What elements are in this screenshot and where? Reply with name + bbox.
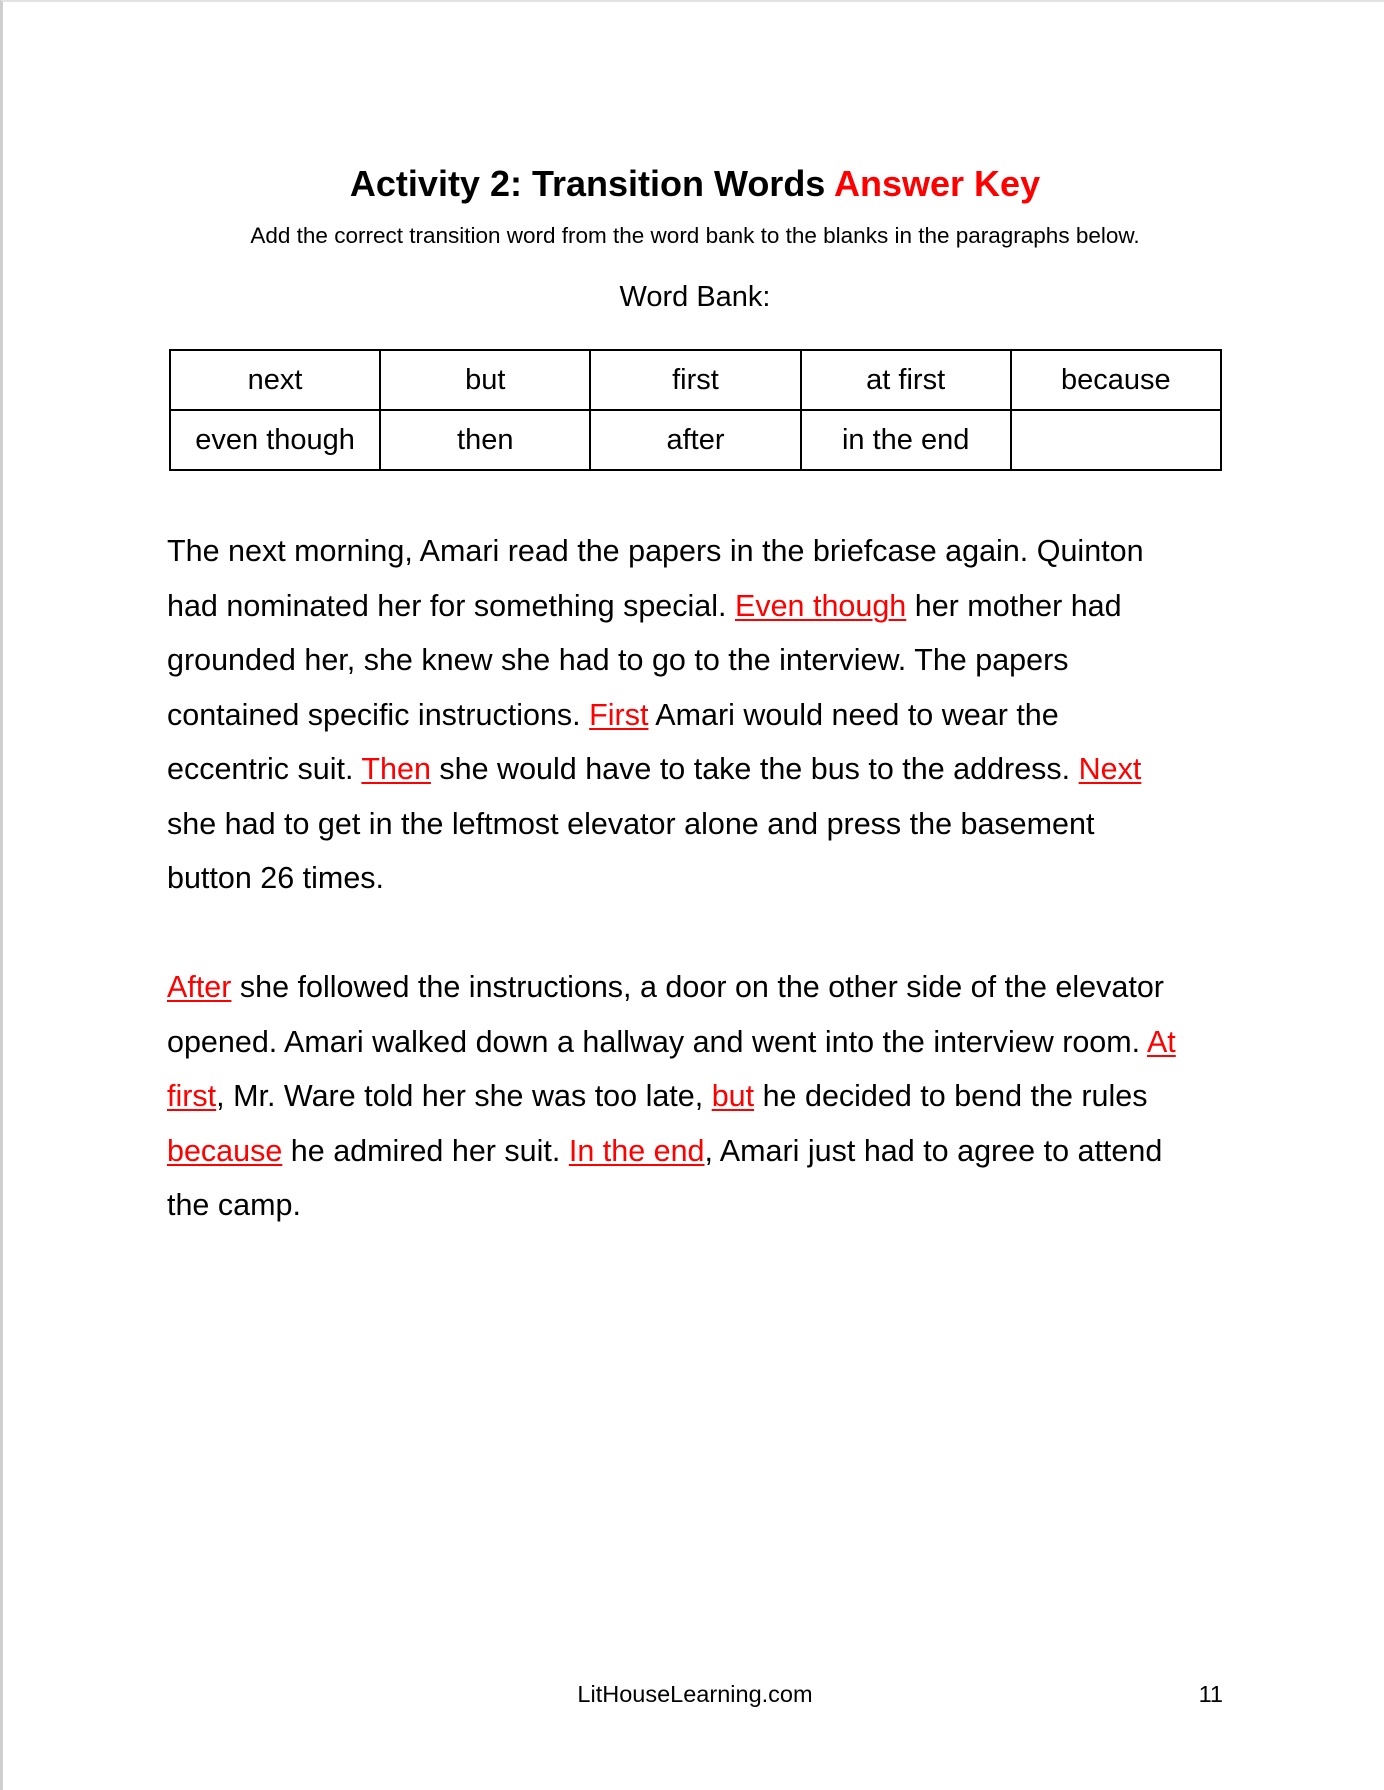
word-bank-table [169, 349, 1222, 471]
paragraph-text: he decided to bend the rules [754, 1079, 1148, 1113]
word-bank-cell: at first [801, 350, 1011, 410]
answer-word: After [167, 970, 232, 1004]
paragraph-text: had nominated her for something special. [167, 588, 735, 623]
word-bank-cell: even though [170, 410, 380, 470]
paragraph-text: , Amari just had to agree to attend [704, 1133, 1163, 1168]
paragraph-line [167, 1015, 1267, 1070]
paragraph-line [167, 579, 1267, 634]
paragraph-line [167, 797, 1267, 852]
word-bank-cell: next [170, 350, 380, 410]
paragraph-text: contained specific instructions. [167, 697, 590, 732]
paragraph-line [167, 1069, 1267, 1124]
answer-word: Next [1078, 752, 1142, 786]
paragraph-text: The next morning, Amari read the papers in the briefcase again. Quinton [167, 534, 1144, 568]
paragraph-line [167, 524, 1267, 579]
paragraph-text: button 26 times. [167, 861, 385, 895]
paragraph-line [167, 633, 1267, 688]
answer-word: In the end [568, 1133, 705, 1168]
answer-word: First [589, 697, 649, 732]
paragraph-line [167, 1178, 1267, 1233]
paragraph-line [167, 742, 1267, 797]
word-bank-cell: then [380, 410, 590, 470]
answer-word: because [167, 1133, 283, 1168]
paragraph-text: she had to get in the leftmost elevator alone and press the basement [167, 806, 1095, 841]
paragraph-line [167, 960, 1267, 1015]
paragraph-line [167, 851, 1267, 906]
page-title [3, 162, 1384, 206]
paragraph-text: , Mr. Ware told her she was too late, [216, 1079, 712, 1113]
instructions: Add the correct transition word from the word bank to the blanks in the paragraphs below. [250, 223, 1140, 248]
title-main: Activity 2: Transition Words [349, 163, 834, 204]
footer-site: LitHouseLearning.com [577, 1681, 813, 1707]
answer-word: At [1146, 1024, 1176, 1059]
answer-word: Even though [734, 588, 907, 623]
paragraph-text: she followed the instructions, a door on the other side of the elevator [231, 970, 1164, 1004]
answer-word: first [167, 1079, 217, 1113]
paragraph-text: eccentric suit. [167, 752, 362, 786]
paragraph-text: her mother had [906, 588, 1122, 623]
answer-word: Then [361, 752, 431, 786]
paragraph-text: grounded her, she knew she had to go to the interview. The papers [167, 643, 1069, 677]
paragraph-1 [167, 524, 1267, 906]
word-bank-cell: in the end [801, 410, 1011, 470]
paragraph-text: Amari would need to wear the [648, 697, 1059, 732]
paragraph-line [167, 1124, 1267, 1179]
word-bank-cell: because [1011, 350, 1221, 410]
paragraph-line [167, 688, 1267, 743]
paragraph-text: he admired her suit. [282, 1133, 569, 1168]
answer-key-label: Answer Key [834, 163, 1041, 204]
page-number: 11 [1198, 1681, 1223, 1707]
paragraph-text: she would have to take the bus to the address. [430, 752, 1079, 786]
answer-word: but [711, 1079, 755, 1113]
paragraph-text: the camp. [167, 1188, 301, 1222]
word-bank-label: Word Bank: [619, 281, 771, 313]
paragraph-text: opened. Amari walked down a hallway and went into the interview room. [167, 1024, 1147, 1059]
word-bank-cell: first [590, 350, 800, 410]
word-bank-cell: after [590, 410, 800, 470]
word-bank-cell-empty [1011, 410, 1221, 470]
word-bank-row [170, 350, 1221, 410]
paragraph-2 [167, 960, 1267, 1233]
word-bank-cell: but [380, 350, 590, 410]
word-bank-row [170, 410, 1221, 470]
